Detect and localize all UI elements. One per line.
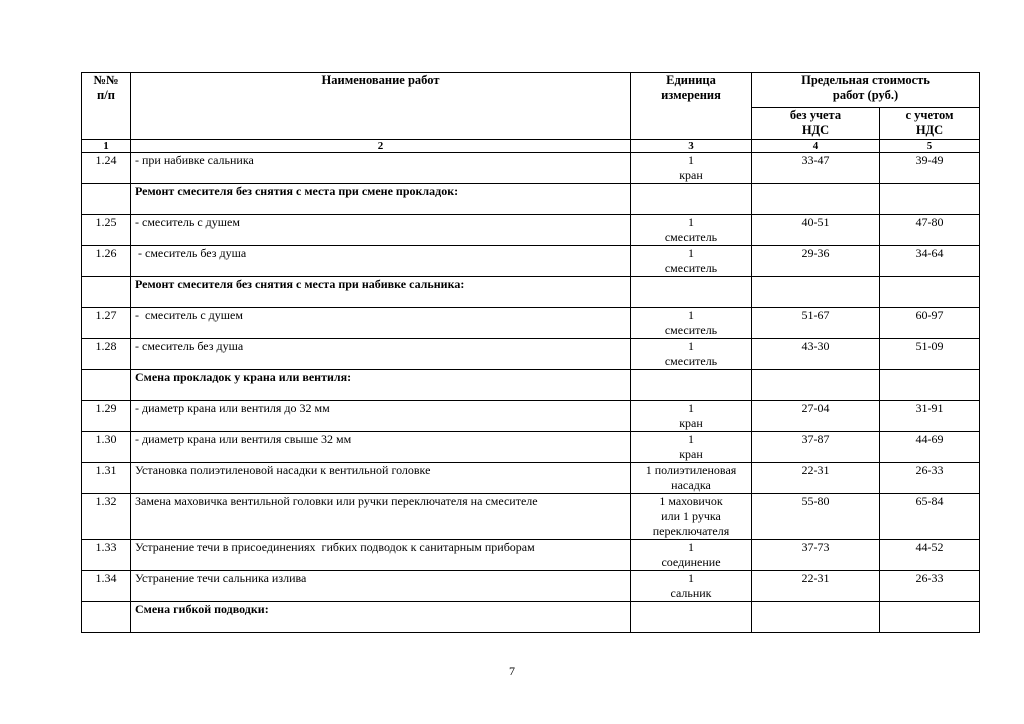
section-row [82,370,980,401]
unit-cell [631,246,752,277]
unit-line: 1 [688,246,694,260]
unit-line: 1 [688,308,694,322]
unit-cell [631,602,752,633]
table-header [82,73,980,153]
table-row [82,215,980,246]
unit-line: смеситель [664,354,718,368]
unit-line: переключателя [652,524,730,538]
unit-cell [631,277,752,308]
work-name: - смеситель без душа [131,339,631,370]
unit-cell [631,463,752,494]
row-number: 1.33 [82,540,131,571]
table-row [82,463,980,494]
unit-line: 1 [688,401,694,415]
section-row [82,602,980,633]
row-number: 1.27 [82,308,131,339]
header-col-name: Наименование работ [131,73,631,140]
unit-cell [631,401,752,432]
price-no-vat: 43-30 [752,339,880,370]
table-row [82,401,980,432]
price-with-vat: 34-64 [880,246,980,277]
header-col-no-vat: без учета НДС [752,108,880,140]
price-with-vat: 60-97 [880,308,980,339]
row-number-cell [82,277,131,308]
unit-line: кран [679,416,703,430]
work-name: Замена маховичка вентильной головки или ручки переключателя на смесителе [131,494,631,540]
price-table [81,72,980,633]
unit-line: 1 маховичок [659,494,723,508]
unit-line: 1 [688,571,694,585]
unit-line: 1 [688,339,694,353]
unit-line: 1 полиэтиленовая [645,463,737,477]
unit-line: 1 [688,215,694,229]
work-name: - смеситель с душем [131,215,631,246]
row-number: 1.31 [82,463,131,494]
column-number-row [82,140,980,153]
row-number-cell [82,602,131,633]
price-no-vat: 27-04 [752,401,880,432]
price-with-vat-cell [880,277,980,308]
unit-line: 1 [688,432,694,446]
row-number: 1.34 [82,571,131,602]
price-no-vat-cell [752,277,880,308]
unit-cell [631,432,752,463]
price-no-vat: 22-31 [752,571,880,602]
unit-cell [631,184,752,215]
unit-cell [631,153,752,184]
price-with-vat-cell [880,602,980,633]
price-with-vat: 26-33 [880,571,980,602]
unit-line: или 1 ручка [661,509,721,523]
unit-cell [631,494,752,540]
work-name: - диаметр крана или вентиля до 32 мм [131,401,631,432]
unit-cell [631,215,752,246]
work-name: - смеситель с душем [131,308,631,339]
unit-line: насадка [671,478,711,492]
unit-line: 1 [688,540,694,554]
row-number-cell [82,370,131,401]
table-row [82,494,980,540]
column-number: 1 [82,140,131,153]
price-with-vat: 51-09 [880,339,980,370]
table-row [82,339,980,370]
price-no-vat: 22-31 [752,463,880,494]
unit-line: смеситель [664,261,718,275]
unit-line: 1 [688,153,694,167]
row-number: 1.32 [82,494,131,540]
price-with-vat: 65-84 [880,494,980,540]
price-with-vat-cell [880,184,980,215]
table-row [82,540,980,571]
table-row [82,153,980,184]
row-number: 1.24 [82,153,131,184]
unit-line: кран [679,447,703,461]
unit-line: соединение [661,555,721,569]
section-title: Смена прокладок у крана или вентиля: [131,370,631,401]
price-no-vat-cell [752,184,880,215]
unit-line: кран [679,168,703,182]
price-no-vat: 51-67 [752,308,880,339]
section-row [82,277,980,308]
price-with-vat-cell [880,370,980,401]
table-body [82,153,980,633]
table-row [82,308,980,339]
work-name: Устранение течи в присоединениях гибких подводок к санитарным приборам [131,540,631,571]
price-with-vat: 31-91 [880,401,980,432]
unit-cell [631,308,752,339]
section-title: Ремонт смесителя без снятия с места при набивке сальника: [131,277,631,308]
unit-line: смеситель [664,323,718,337]
price-no-vat: 55-80 [752,494,880,540]
price-with-vat: 47-80 [880,215,980,246]
price-with-vat: 44-52 [880,540,980,571]
row-number: 1.30 [82,432,131,463]
column-number: 4 [752,140,880,153]
work-name: Устранение течи сальника излива [131,571,631,602]
price-no-vat: 29-36 [752,246,880,277]
unit-cell [631,339,752,370]
unit-line: смеситель [664,230,718,244]
column-number: 2 [131,140,631,153]
price-no-vat-cell [752,370,880,401]
price-with-vat: 26-33 [880,463,980,494]
unit-cell [631,571,752,602]
price-no-vat: 37-87 [752,432,880,463]
unit-line: сальник [670,586,712,600]
section-title: Смена гибкой подводки: [131,602,631,633]
header-col-unit: Единица измерения [631,73,752,140]
table-row [82,432,980,463]
unit-cell [631,370,752,401]
table-row [82,571,980,602]
header-col-price: Предельная стоимость работ (руб.) [752,73,980,108]
work-name: Установка полиэтиленовой насадки к вентильной головке [131,463,631,494]
price-no-vat: 33-47 [752,153,880,184]
header-col-num: №№ п/п [82,73,131,140]
price-no-vat: 37-73 [752,540,880,571]
column-number: 3 [631,140,752,153]
row-number: 1.28 [82,339,131,370]
section-title: Ремонт смесителя без снятия с места при смене прокладок: [131,184,631,215]
row-number: 1.25 [82,215,131,246]
price-no-vat-cell [752,602,880,633]
row-number-cell [82,184,131,215]
row-number: 1.29 [82,401,131,432]
table-row [82,246,980,277]
price-no-vat: 40-51 [752,215,880,246]
work-name: - смеситель без душа [131,246,631,277]
work-name: - диаметр крана или вентиля свыше 32 мм [131,432,631,463]
price-with-vat: 39-49 [880,153,980,184]
unit-cell [631,540,752,571]
page-number: 7 [509,664,515,678]
header-col-with-vat: с учетом НДС [880,108,980,140]
column-number: 5 [880,140,980,153]
work-name: - при набивке сальника [131,153,631,184]
row-number: 1.26 [82,246,131,277]
price-with-vat: 44-69 [880,432,980,463]
section-row [82,184,980,215]
